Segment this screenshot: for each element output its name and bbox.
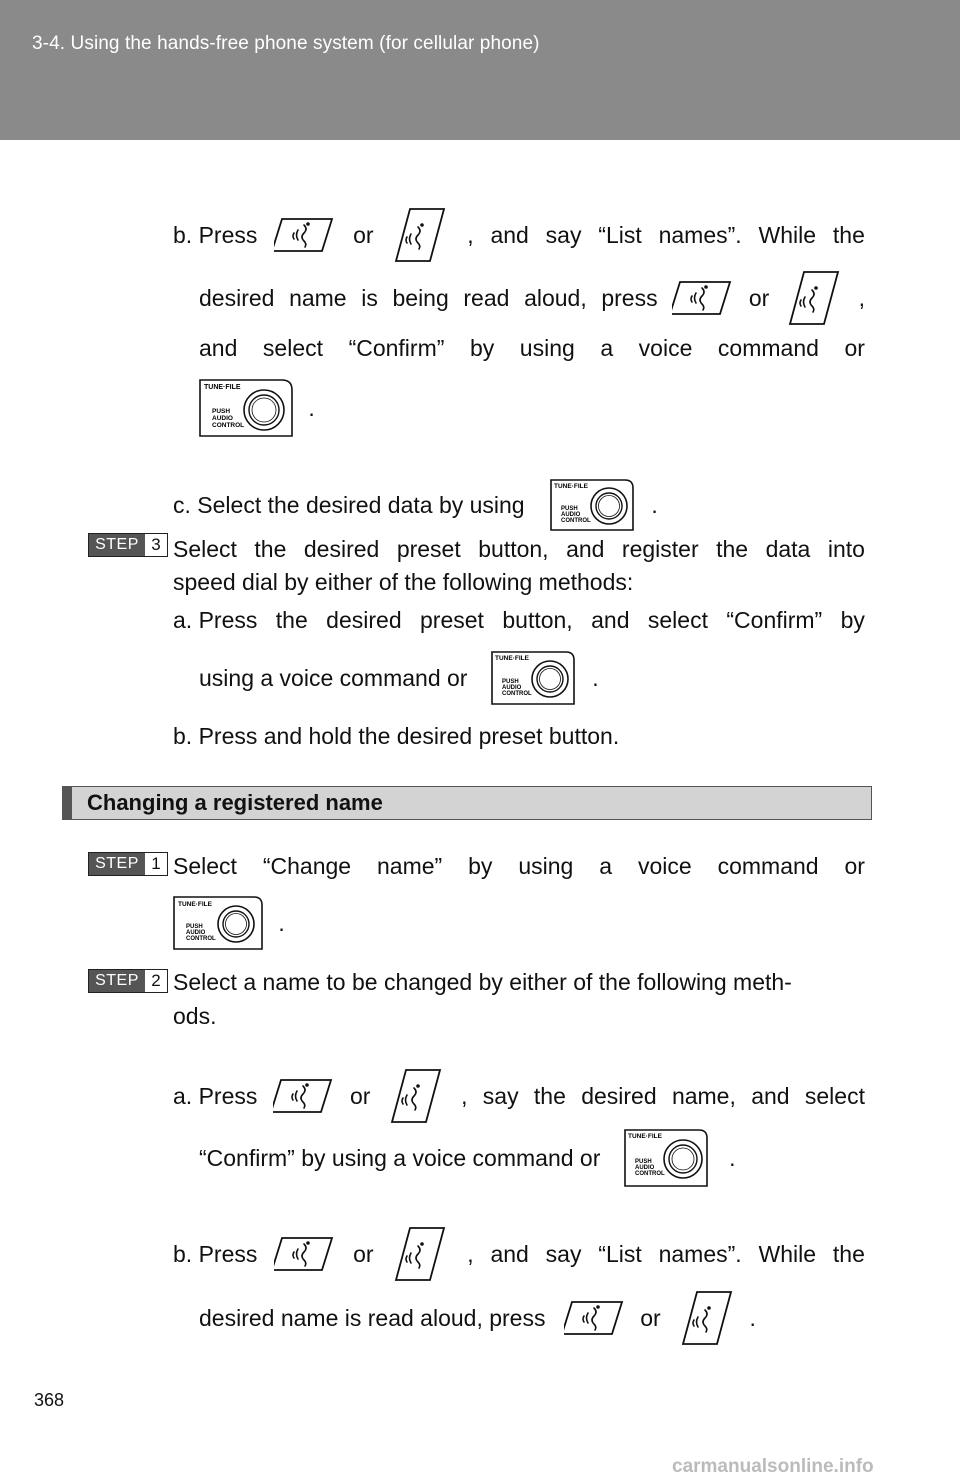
text: or: [353, 1241, 374, 1267]
tune-label: AUDIO: [561, 512, 581, 518]
step1-line-1: [173, 852, 865, 880]
step-number: 2: [151, 971, 161, 990]
text: “Confirm”: [726, 607, 823, 633]
text: b. Press: [173, 222, 258, 248]
tune-label: TUNE·FILE: [204, 384, 241, 391]
text: and: [490, 1241, 529, 1267]
text: preset: [396, 536, 461, 562]
text: b. Press: [173, 1241, 258, 1267]
b1-line-4: [198, 378, 315, 438]
text: or: [844, 335, 865, 361]
step-2-badge: [88, 969, 168, 993]
tune-file-knob-icon: [198, 378, 294, 438]
talk-switch-steering-icon: [677, 1290, 737, 1346]
tune-label: TUNE·FILE: [554, 483, 588, 490]
text: .: [749, 1305, 756, 1331]
talk-switch-steering-icon: [784, 270, 844, 326]
step2-b-line-2: [199, 1290, 756, 1346]
text: aloud,: [524, 285, 587, 311]
step3-line-1: [173, 535, 865, 563]
header-title: 3-4. Using the hands-free phone system (for cellular phone): [32, 33, 540, 54]
c1-line: [173, 478, 658, 532]
text: and: [490, 222, 529, 248]
text: name”: [377, 853, 443, 879]
text: .: [278, 910, 285, 936]
text: is: [361, 285, 378, 311]
tune-label: TUNE·FILE: [178, 901, 212, 908]
text: a. Press: [173, 607, 258, 633]
text: or: [350, 1083, 371, 1109]
talk-switch-steering-icon: [390, 207, 450, 263]
text: ,: [467, 1241, 474, 1267]
text: and: [591, 607, 630, 633]
tune-label: AUDIO: [212, 415, 233, 422]
text: say: [545, 1241, 582, 1267]
section-bar: [63, 787, 72, 819]
text: and: [199, 335, 238, 361]
text: and: [751, 1083, 790, 1109]
text: say: [545, 222, 582, 248]
text: the: [254, 536, 287, 562]
step-number: 3: [151, 535, 161, 554]
text: “Confirm”: [348, 335, 445, 361]
step3-line-2: speed dial by either of the following methods:: [173, 569, 634, 595]
text: ,: [858, 285, 865, 311]
tune-label: PUSH: [561, 506, 578, 512]
text: say: [482, 1083, 519, 1109]
talk-switch-icon: [274, 213, 336, 257]
tune-label: PUSH: [634, 1159, 652, 1165]
step-label: STEP: [89, 970, 145, 992]
text: using a voice command or: [199, 665, 468, 691]
step2-line-1: Select a name to be changed by either of the following meth-: [173, 969, 792, 995]
text: name: [289, 285, 347, 311]
text: or: [640, 1305, 661, 1331]
step-1-badge: [88, 852, 168, 876]
text: read: [463, 285, 510, 311]
step-number: 1: [151, 854, 161, 873]
step2-b-line-1: [173, 1226, 865, 1282]
text: While: [758, 1241, 817, 1267]
section-heading: [62, 786, 872, 820]
tune-label: CONTROL: [634, 1171, 665, 1177]
text: the: [533, 1083, 566, 1109]
text: c. Select the desired data by using: [173, 492, 525, 518]
text: press: [601, 285, 658, 311]
text: the: [275, 607, 308, 633]
text: button,: [502, 607, 573, 633]
text: select: [262, 335, 324, 361]
text: a: [600, 335, 614, 361]
text: into: [827, 536, 865, 562]
text: .: [308, 395, 315, 421]
text: “Confirm” by using a voice command or: [199, 1145, 601, 1171]
talk-switch-steering-icon: [390, 1226, 450, 1282]
text: desired: [326, 607, 402, 633]
step-3-badge: [88, 533, 168, 557]
step2-a-line-2: [199, 1128, 736, 1188]
tune-label: AUDIO: [634, 1165, 655, 1171]
step2-line-2: ods.: [173, 1003, 217, 1029]
text: register: [621, 536, 699, 562]
tune-label: CONTROL: [186, 936, 216, 942]
text: desired: [581, 1083, 657, 1109]
text: Select: [173, 536, 237, 562]
text: .: [592, 665, 599, 691]
text: the: [832, 222, 865, 248]
text: using: [519, 335, 575, 361]
text: preset: [420, 607, 484, 633]
page-header: [0, 0, 960, 140]
text: names”.: [658, 222, 742, 248]
tune-label: PUSH: [501, 679, 519, 685]
page-number: 368: [34, 1390, 65, 1410]
tune-label: PUSH: [186, 924, 203, 930]
text: “List: [598, 222, 642, 248]
text: or: [353, 222, 374, 248]
text: ,: [467, 222, 474, 248]
step3-b-line: b. Press and hold the desired preset button.: [173, 723, 620, 749]
text: “List: [598, 1241, 642, 1267]
tune-label: PUSH: [212, 408, 231, 415]
talk-switch-steering-icon: [386, 1068, 446, 1124]
text: by: [468, 853, 493, 879]
text: desired: [303, 536, 380, 562]
step3-a-line-2: [199, 650, 599, 706]
text: the: [716, 536, 749, 562]
tune-file-knob-icon: [490, 650, 576, 706]
text: “Change: [262, 853, 352, 879]
step-label: STEP: [89, 534, 145, 556]
b1-line-2: [199, 270, 865, 326]
text: data: [765, 536, 811, 562]
text: or: [844, 853, 865, 879]
tune-label: TUNE·FILE: [494, 655, 529, 662]
text: the: [832, 1241, 865, 1267]
step3-a-line-1: [173, 606, 865, 634]
step1-line-2: [172, 895, 285, 951]
step-label: STEP: [89, 853, 145, 875]
tune-label: TUNE·FILE: [627, 1133, 662, 1140]
text: voice: [638, 335, 693, 361]
step2-a-line-1: [173, 1068, 865, 1124]
text: a: [599, 853, 613, 879]
section-title: Changing a registered name: [87, 790, 383, 815]
talk-switch-icon: [273, 1074, 335, 1118]
text: name,: [671, 1083, 736, 1109]
text: command: [717, 335, 819, 361]
tune-label: CONTROL: [501, 691, 532, 697]
text: voice: [637, 853, 692, 879]
tune-label: AUDIO: [501, 685, 522, 691]
text: select: [647, 607, 708, 633]
text: .: [651, 492, 658, 518]
text: desired: [199, 285, 275, 311]
text: a. Press: [173, 1083, 258, 1109]
text: using: [518, 853, 574, 879]
b1-line-1: [173, 207, 865, 263]
b1-line-3: [199, 334, 865, 362]
tune-file-knob-icon: [549, 478, 635, 532]
text: command: [717, 853, 819, 879]
text: by: [469, 335, 495, 361]
tune-label: CONTROL: [561, 518, 591, 524]
watermark: carmanualsonline.info: [672, 1456, 874, 1477]
talk-switch-icon: [672, 276, 734, 320]
talk-switch-icon: [274, 1232, 336, 1276]
text: by: [840, 607, 865, 633]
text: button,: [478, 536, 549, 562]
text: or: [748, 285, 770, 311]
text: being: [392, 285, 449, 311]
text: select: [804, 1083, 865, 1109]
text: .: [729, 1145, 736, 1171]
text: ,: [461, 1083, 468, 1109]
text: and: [566, 536, 605, 562]
text: While: [758, 222, 817, 248]
tune-label: AUDIO: [186, 930, 206, 936]
text: desired name is read aloud, press: [199, 1305, 546, 1331]
text: Select: [173, 853, 237, 879]
tune-file-knob-icon: [623, 1128, 709, 1188]
tune-label: CONTROL: [212, 422, 245, 429]
talk-switch-icon: [564, 1296, 626, 1340]
text: names”.: [658, 1241, 742, 1267]
tune-file-knob-icon: [172, 895, 264, 951]
